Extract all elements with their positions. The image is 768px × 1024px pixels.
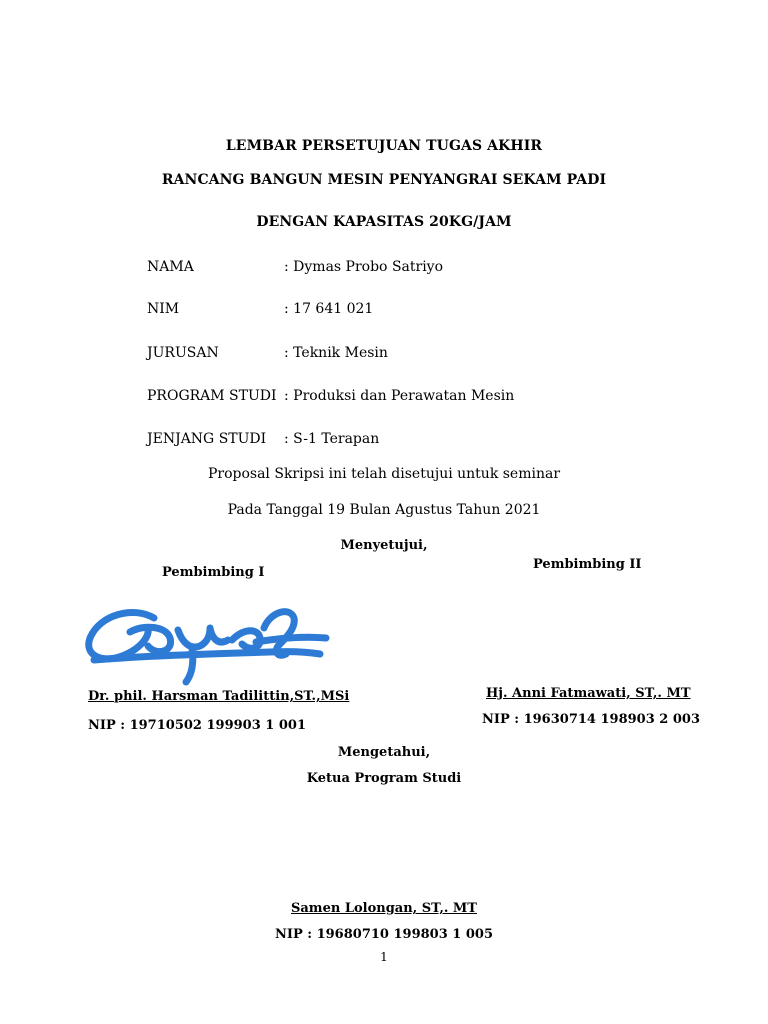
advisor2-role: Pembimbing II	[533, 557, 642, 572]
field-label-jurusan: JURUSAN	[147, 345, 219, 361]
field-value-jenjang-studi: : S-1 Terapan	[284, 431, 380, 447]
title-line-2: RANCANG BANGUN MESIN PENYANGRAI SEKAM PADI	[161, 172, 607, 188]
acknowledgement-heading: Mengetahui,	[337, 745, 431, 760]
head-of-program-nip: NIP : 19680710 199803 1 005	[275, 927, 493, 942]
field-label-nim: NIM	[147, 301, 180, 317]
advisor1-nip: NIP : 19710502 199903 1 001	[88, 718, 306, 733]
field-value-nim: : 17 641 021	[284, 301, 374, 317]
advisor2-nip: NIP : 19630714 198903 2 003	[482, 712, 700, 727]
approval-heading: Menyetujui,	[340, 538, 428, 553]
head-of-program-name: Samen Lolongan, ST,. MT	[291, 901, 477, 916]
field-label-nama: NAMA	[147, 259, 194, 275]
advisor1-role: Pembimbing I	[162, 565, 265, 580]
field-value-nama: : Dymas Probo Satriyo	[284, 259, 444, 275]
advisor1-name: Dr. phil. Harsman Tadilittin,ST.,MSi	[88, 689, 350, 704]
title-line-3: DENGAN KAPASITAS 20KG/JAM	[256, 214, 512, 230]
field-value-jurusan: : Teknik Mesin	[284, 345, 388, 361]
statement-line-2: Pada Tanggal 19 Bulan Agustus Tahun 2021	[227, 502, 541, 518]
field-value-program-studi: : Produksi dan Perawatan Mesin	[284, 388, 515, 404]
statement-line-1: Proposal Skripsi ini telah disetujui untuk seminar	[207, 466, 561, 482]
title-line-1: LEMBAR PERSETUJUAN TUGAS AKHIR	[225, 138, 543, 154]
field-label-program-studi: PROGRAM STUDI	[147, 388, 277, 404]
field-label-jenjang-studi: JENJANG STUDI	[147, 431, 267, 447]
advisor2-name: Hj. Anni Fatmawati, ST,. MT	[486, 686, 691, 701]
signature-image	[82, 598, 332, 686]
acknowledgement-role: Ketua Program Studi	[306, 771, 462, 786]
page-number: 1	[380, 950, 388, 964]
